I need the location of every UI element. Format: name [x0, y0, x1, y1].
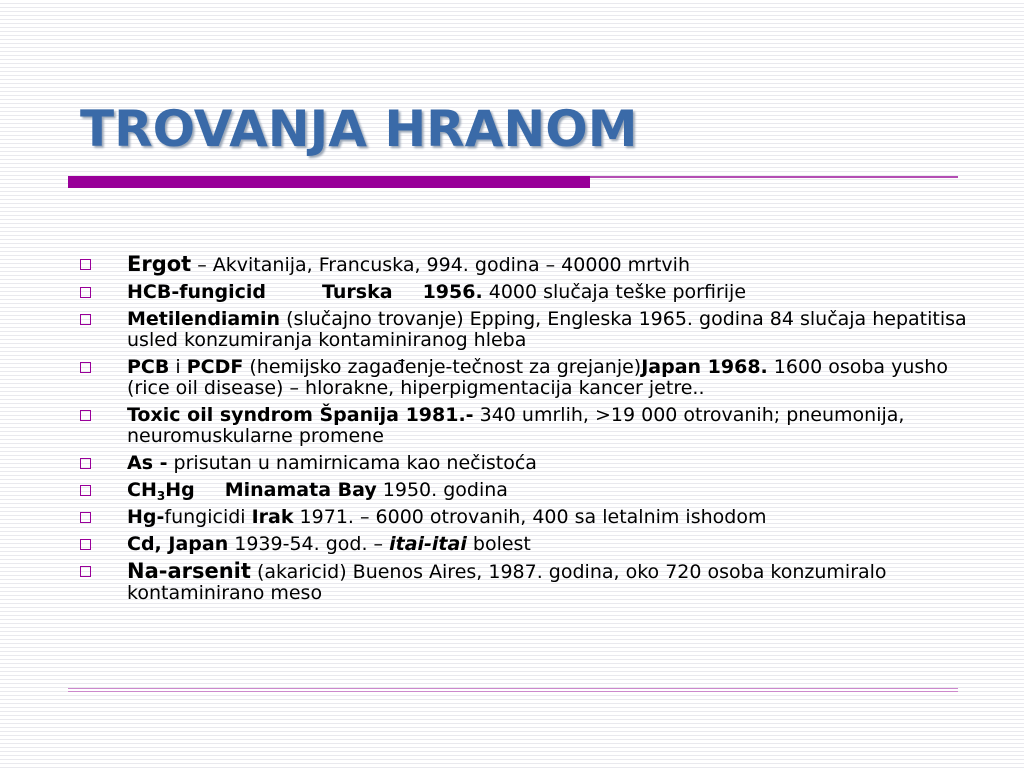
item-text: (slučajno trovanje) Epping, Engleska 1965. godina 84 slučaja hepatitisa usled konzumiranja kontaminiranog hleba — [127, 308, 967, 351]
item-term: Hg- — [127, 506, 165, 528]
square-bullet-icon — [80, 287, 91, 298]
item-term: Cd, Japan — [127, 533, 229, 555]
title-underline-thick — [68, 176, 590, 188]
title-underline-thin — [590, 176, 958, 178]
list-item — [80, 254, 970, 276]
item-text: (akaricid) Buenos Aires, 1987. godina, oko 720 osoba konzumiralo kontaminirano meso — [127, 561, 887, 604]
item-term: Toxic oil syndrom Španija 1981.- — [127, 404, 474, 426]
item-place: Japan 1968. — [641, 356, 768, 378]
square-bullet-icon — [80, 566, 91, 577]
square-bullet-icon — [80, 259, 91, 270]
item-text: – Akvitanija, Francuska, 994. godina – 40000 mrtvih — [191, 254, 690, 276]
item-place: Irak — [251, 506, 294, 528]
item-italic-term: itai-itai — [389, 533, 467, 555]
list-item — [80, 405, 970, 447]
item-term: Na-arsenit — [127, 559, 251, 583]
item-text: fungicidi — [164, 506, 252, 528]
item-term-suffix: Hg — [165, 479, 195, 501]
footer-divider — [68, 688, 958, 689]
item-text: prisutan u namirnicama kao nečistoća — [167, 452, 537, 474]
square-bullet-icon — [80, 362, 91, 373]
list-item — [80, 309, 970, 351]
item-term: Ergot — [127, 252, 192, 276]
item-conj: i — [169, 356, 187, 378]
item-text-2: 1971. – 6000 otrovanih, 400 sa letalnim ishodom — [293, 506, 767, 528]
item-term: PCB — [127, 356, 170, 378]
item-place: Turska — [322, 281, 393, 303]
square-bullet-icon — [80, 539, 91, 550]
bullet-list — [80, 254, 970, 610]
square-bullet-icon — [80, 485, 91, 496]
item-term: Metilendiamin — [127, 308, 281, 330]
slide-title: TROVANJA HRANOM — [80, 100, 638, 158]
item-text: (hemijsko zagađenje-tečnost za grejanje) — [243, 356, 642, 378]
item-term: HCB-fungicid — [127, 281, 267, 303]
square-bullet-icon — [80, 410, 91, 421]
list-item — [80, 561, 970, 604]
list-item — [80, 480, 970, 501]
square-bullet-icon — [80, 512, 91, 523]
item-place: Minamata Bay — [224, 479, 377, 501]
item-term: CH — [127, 479, 157, 501]
list-item — [80, 507, 970, 528]
item-text-2: bolest — [466, 533, 531, 555]
item-text-2: 1600 osoba yusho (rice oil disease) – hlorakne, hiperpigmentacija kancer jetre.. — [127, 356, 948, 399]
item-text: 340 umrlih, >19 000 otrovanih; pneumonija, neuromuskularne promene — [127, 404, 905, 447]
item-year: 1956. — [422, 281, 483, 303]
square-bullet-icon — [80, 458, 91, 469]
item-text: 4000 slučaja teške porfirije — [482, 281, 747, 303]
list-item — [80, 534, 970, 555]
item-term: As - — [127, 452, 168, 474]
item-text: 1939-54. god. – — [228, 533, 390, 555]
list-item — [80, 282, 970, 303]
list-item — [80, 357, 970, 399]
square-bullet-icon — [80, 314, 91, 325]
list-item — [80, 453, 970, 474]
footer-divider-2 — [68, 691, 958, 692]
item-term-subscript: 3 — [156, 489, 166, 503]
item-text: 1950. godina — [376, 479, 508, 501]
item-term-2: PCDF — [186, 356, 244, 378]
